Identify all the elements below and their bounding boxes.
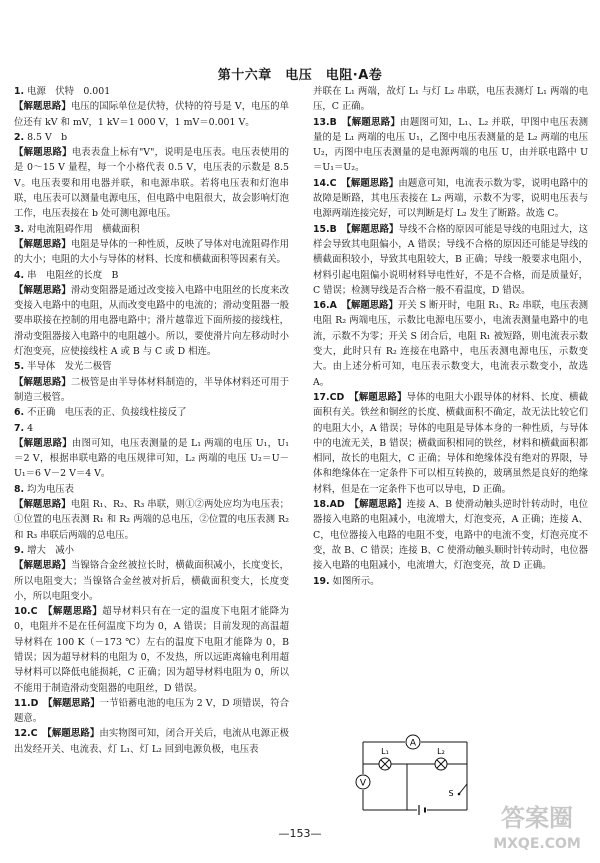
question-4: 4. 串 电阻丝的长度 B [14,269,119,281]
question-17: 17.CD 【解题思路】导体的电阻大小跟导体的材料、长度、横截面积有关。铁丝和铜丝的长度、横截面积不确定，故无法比较它们的电阻大小，A 错误；导体的电阻是导体本身的一种性质，与导体中的电流无关，B 错误；横截面积相同的铁丝，材料和横截面积都相同，故长的电阻大，C 正确；导体和绝缘体没有绝对的界限，导体和绝缘体在一定条件下可以相互转换的，玻璃虽然是良好的绝缘材料，但是在一定条件下也可以导电，D 正确。 [313,391,588,495]
answer: 不正确 电压表的正、负接线柱接反了 [27,407,187,419]
ammeter-label: A [409,738,417,749]
answer: 对电流阻碍作用 横截面积 [27,223,140,235]
question-18: 18.AD 【解题思路】连接 A、B 使滑动触头逆时针转动时，电位器接入电路的电阻减小，电流增大，灯泡变亮，A 正确；连接 A、C，电位器接入电路的电阻不变，电路中的电流不变，灯泡亮度不变，故 B、C 错误；连接 B、C 使滑动触头顺时针转动时，电位器接入电路的电阻减小，电流增大，灯泡变亮，故 D 正确。 [313,499,588,572]
question-13: 13.B 【解题思路】由题图可知，L₁、L₂ 并联，甲图中电压表测量的是 L₁ 两端的电压 U₁，乙图中电压表测量的是 L₂ 两端的电压 U₂，丙图中电压表测量的是电源两端的电压 U，由并联电路中 U＝U₁＝U₂。 [313,116,589,174]
question-7: 7. 4 [14,422,34,434]
page-number: —153— [278,827,322,840]
explanation-7: 【解题思路】由图可知，电压表测量的是 L₁ 两端的电压 U₁，U₁＝2 V，根据串联电路的电压规律可知，L₂ 两端的电压 U₂＝U－U₁＝6 V－2 V＝4 V。 [14,437,289,480]
question-6: 6. 不正确 电压表的正、负接线柱接反了 [14,407,187,419]
question-5: 5. 半导体 发光二极管 [14,361,112,373]
explanation-2: 【解题思路】电表表盘上标有"V"，说明是电压表。电压表使用的是 0～15 V 量程，每一个小格代表 0.5 V，电压表的示数是 8.5 V。电压表要和用电器并联，和电源串联。若将电压表和灯泡串联，电压表可以测量电源电压，但电路中电阻很大，故会影响灯泡工作，电压表接在 b 处可测电源电压。 [14,147,289,220]
explanation-5: 【解题思路】二极管是由半导体材料制造的，半导体材料还可用于制造三极管。 [14,376,289,403]
question-19: 19. 如图所示。 [313,575,380,587]
question-1: 1. 电源 伏特 0.001 [14,86,111,97]
voltmeter-label: V [359,778,367,789]
question-12: 12.C 【解题思路】由实物图可知，闭合开关后，电流从电源正极出发经开关、电流表、灯 L₁、灯 L₂ 回到电源负极，电压表 [14,728,289,755]
question-15: 15.B 【解题思路】导线不合格的原因可能是导线的电阻过大，这样会导致其电阻偏小，A 错误；导线不合格的原因还可能是导线的横截面积较小，导致其电阻较大，B 正确；导线一般要求电阻小，材料引起电阻偏小说明材料导电性好，不是不合格，而是质量好，C 错误；检测导线是否合格一般不看温度，D 错误。 [313,223,588,296]
circuit-diagram [355,728,475,816]
question-12-continued: 并联在 L₁ 两端，故灯 L₁ 与灯 L₂ 串联，电压表测灯 L₁ 两端的电压，C 正确。 [313,86,588,113]
lamp-1-label: L₁ [381,747,389,756]
question-8: 8. 均为电压表 [14,483,74,495]
question-10: 10.C 【解题思路】超导材料只有在一定的温度下电阻才能降为 0，电阻并不是在任何温度下均为 0，A 错误；目前发现的高温超导材料在 100 K（－173 ℃）左右的温度下电阻才能降为 0，B 错误；因为超导材料的电阻为 0，不发热，所以远距离输电利用超导材料可以降低电能损耗，C 正确；因为超导材料电阻为 0，所以不能用于制造滑动变阻器的电阻丝，D 错误。 [14,606,289,694]
explanation-8: 【解题思路】电阻 R₁、R₂、R₃ 串联，则①②两处应均为电压表；①位置的电压表测 R₁ 和 R₂ 两端的总电压，②位置的电压表测 R₂ 和 R₃ 串联后两端的总电压。 [14,499,289,541]
left-column [14,84,289,757]
explanation-1: 【解题思路】电压的国际单位是伏特，伏特的符号是 V，电压的单位还有 kV 和 mV，1 kV＝1 000 V，1 mV＝0.001 V。 [14,101,289,128]
answer: 电源 伏特 0.001 [27,86,111,97]
watermark-url: MXQE.COM [493,836,581,852]
switch [448,784,467,798]
battery [419,805,425,815]
watermark-text: 答案圈 [501,804,573,832]
voltmeter [356,775,370,789]
lamp-2-label: L₂ [437,747,445,756]
lamp-2 [435,747,447,770]
switch-label: S [448,789,454,798]
answer: 增大 减小 [27,544,74,556]
answer: 4 [27,422,34,434]
question-2: 2. 8.5 V b [14,131,68,143]
question-14: 14.C 【解题思路】由题意可知，电流表示数为零，说明电路中的故障是断路，其电压表接在 L₂ 两端，示数不为零，说明电压表与电源两端连接完好，可以判断是灯 L₂ 发生了断路。故选 C。 [313,177,588,220]
ammeter [406,735,420,749]
explanation-9: 【解题思路】当镍铬合金丝被拉长时，横截面积减小，长度变长，所以电阻变大；当镍铬合金丝被对折后，横截面积变大，长度变小，所以电阻变小。 [14,560,289,602]
explanation-4: 【解题思路】滑动变阻器是通过改变接入电路中电阻丝的长度来改变接入电路中的电阻，从而改变电路中的电流的；滑动变阻器一般要串联接在控制的用电器电路中；滑片越靠近下面所接的接线柱，滑动变阻器接入电路中的电阻越小。所以，要使滑片向左移动时小灯泡变亮，应使接线柱 A 或 B 与 C 或 D 相连。 [14,284,289,358]
page-title: 第十六章 电压 电阻·A卷 [217,68,383,83]
question-16: 16.A 【解题思路】开关 S 断开时，电阻 R₁、R₂ 串联，电压表测电阻 R₂ 两端电压，示数比电源电压要小，电流表测量电路中的电流，示数不为零；开关 S 闭合后，电阻 R₁ 被短路，则电流表示数变大，此时只有 R₂ 连接在电路中，电压表测电源电压，示数变大。由上述分析可知，电压表示数变大，电流表示数变小，故选 A。 [313,300,588,388]
explanation-3: 【解题思路】电阻是导体的一种性质，反映了导体对电流阻碍作用的大小；电阻的大小与导体的材料、长度和横截面积等因素有关。 [14,238,289,266]
question-11: 11.D 【解题思路】一节铅蓄电池的电压为 2 V，D 项错误，符合题意。 [14,697,289,725]
question-3: 3. 对电流阻碍作用 横截面积 [14,223,140,235]
right-column [313,84,588,589]
question-9: 9. 增大 减小 [14,544,74,556]
answer: 半导体 发光二极管 [27,361,112,373]
answer: 串 电阻丝的长度 B [27,269,119,281]
lamp-1 [379,747,391,770]
answer: 均为电压表 [27,483,74,495]
answer: 8.5 V b [27,131,68,143]
